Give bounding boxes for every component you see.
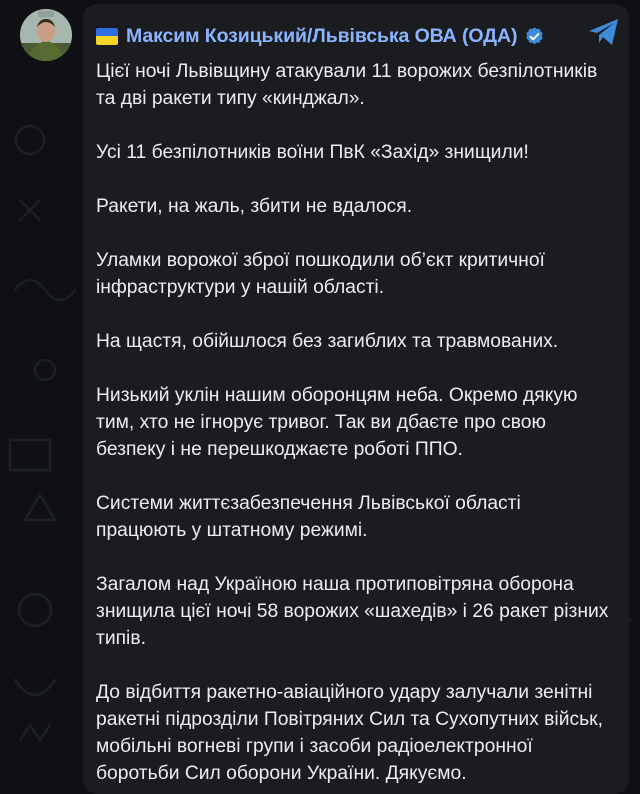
verified-badge-icon: [524, 26, 545, 47]
ukraine-flag-icon: [96, 28, 118, 45]
telegram-share-icon[interactable]: [587, 17, 621, 47]
message-paragraph: Низький уклін нашим оборонцям неба. Окремо дякую тим, хто не ігнорує тривог. Так ви дбаєте про свою безпеку і не перешкоджаєте роботі ППО.: [96, 385, 578, 460]
avatar-image: [20, 9, 72, 61]
message-text: [96, 58, 611, 787]
message-paragraph: Усі 11 безпілотників воїни ПвК «Захід» знищили!: [96, 142, 529, 163]
message-paragraph: На щастя, обійшлося без загиблих та травмованих.: [96, 331, 559, 352]
channel-avatar[interactable]: [20, 9, 72, 61]
message-paragraph: Системи життєзабезпечення Львівської області працюють у штатному режимі.: [96, 493, 521, 541]
message-paragraph: Загалом над Україною наша протиповітряна оборона знищила цієї ночі 58 ворожих «шахедів» і 26 ракет різних типів.: [96, 574, 609, 649]
message-bubble: [83, 4, 629, 794]
message-paragraph: Уламки ворожої зброї пошкодили об’єкт критичної інфраструктури у нашій області.: [96, 250, 545, 298]
channel-name[interactable]: Максим Козицький/Львівська ОВА (ОДА): [126, 24, 518, 47]
message-paragraph: До відбиття ракетно-авіаційного удару залучали зенітні ракетні підрозділи Повітряних Сил та Сухопутних військ, мобільні вогневі групи і засоби радіоелектронної боротьби Сил оборони України. Дякуємо.: [96, 682, 603, 784]
post-header: [96, 18, 611, 54]
message-paragraph: Цієї ночі Львівщину атакували 11 ворожих безпілотників та дві ракети типу «кинджал».: [96, 61, 598, 109]
message-paragraph: Ракети, на жаль, збити не вдалося.: [96, 196, 413, 217]
